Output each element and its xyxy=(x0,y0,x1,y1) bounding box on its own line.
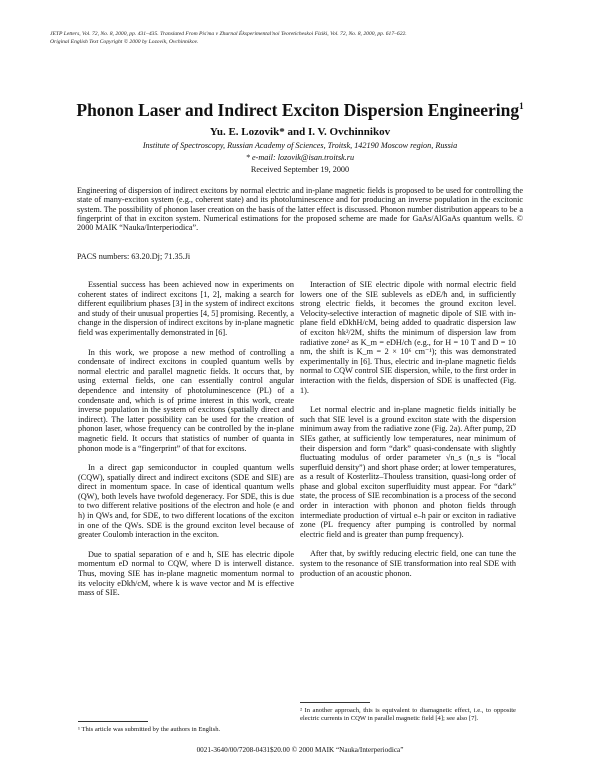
left-paragraph-1: Essential success has been achieved now in experiments on coherent states of indirect excitons [1, 2], making a search for different equilibrium phases [3] in the system of indirect excitons and study of their unusual properties [4, 5] promising. Recently, a change in the dispersion of indirect excitons by in-plane magnetic field was experimentally demonstrated in [6]. xyxy=(78,280,294,337)
left-column xyxy=(78,280,294,608)
page-footer: 0021-3640/00/7208-0431$20.00 © 2000 MAIK “Nauka/Interperiodica” xyxy=(196,746,404,754)
author-email: * e-mail: lozovik@isan.troitsk.ru xyxy=(245,153,355,162)
journal-header-line-1: JETP Letters, Vol. 72, No. 8, 2000, pp. 431–435. Translated From Pis'ma v Zhurnal Éksperimental'noi Teoreticheskoi Fiziki, Vol. 72, No. 8, 2000, pp. 617–622. xyxy=(50,31,407,37)
footnote-right: ² In another approach, this is equivalent to diamagnetic effect, i.e., to opposite electric currents in CQW in parallel magnetic field [4]; see also [7]. xyxy=(300,707,516,722)
footnote-left: ¹ This article was submitted by the authors in English. xyxy=(78,726,221,733)
right-column xyxy=(300,280,516,588)
footnote-rule-right xyxy=(300,702,370,703)
footnote-rule-left xyxy=(78,721,148,722)
journal-header-line-2: Original English Text Copyright © 2000 by Lozovik, Ovchinnikov. xyxy=(50,38,199,45)
received-date: Received September 19, 2000 xyxy=(250,165,350,174)
paper-title-text: Phonon Laser and Indirect Exciton Dispersion Engineering xyxy=(76,100,520,120)
authors: Yu. E. Lozovik* and I. V. Ovchinnikov xyxy=(209,126,391,138)
left-paragraph-2: In this work, we propose a new method of controlling a condensate of indirect excitons in coupled quantum wells by normal electric and parallel magnetic fields. It occurs that, by using external fields, one can essentially control angular dependence and intensity of photoluminescence (PL) of a condensate and, which is of prime interest in this work, create inverse population in the system of excitons (spatially direct and indirect). The latter possibility can be used for the creation of phonon laser, whose frequency can be controlled by the in-plane magnetic field. It occurs that statistics of number of quanta in phonon mode is a “fingerprint” of that for excitons. xyxy=(78,347,294,453)
title-footnote-mark: 1 xyxy=(519,101,524,111)
right-paragraph-1: Interaction of SIE electric dipole with normal electric field lowers one of the SIE sublevels as eDE/ħ and, in sufficiently strong electric fields, it becomes the ground exciton level. Velocity-selective interaction of magnetic dipole of SIE with in-plane field eDkħH/cM, being added to quadratic dispersion law of exciton ħk²/2M, shifts the minimum of dispersion law from radiative zone² as K_m = eDH/cħ (e.g., for H = 10 T and D = 10 nm, the shift is K_m = 2 × 10⁶ cm⁻¹); this was demonstrated experimentally in [6]. Thus, electric and in-plane magnetic fields normal to CQW control SIE dispersion, while, to the first order in interaction with the fields, dispersion of SDE is unaffected (Fig. 1). xyxy=(300,280,516,395)
right-paragraph-3: After that, by swiftly reducing electric field, one can tune the system to the resonance of SIE transformation into real SDE with production of an acoustic phonon. xyxy=(300,549,516,578)
journal-header xyxy=(50,31,550,46)
affiliation: Institute of Spectroscopy, Russian Academy of Sciences, Troitsk, 142190 Moscow region, Russia xyxy=(142,141,458,150)
left-paragraph-3: In a direct gap semiconductor in coupled quantum wells (CQW), spatially direct and indirect excitons (SDE and SIE) are direct in momentum space. In case of identical quantum wells (QW), both levels have twofold degeneracy. For SDE, this is due to two different relative positions of the electron and hole (e and h) in QWs and, for SDE, to two different locations of the exciton in one of the QWs. SDE is the ground exciton level because of greater Coulomb interaction in the exciton. xyxy=(78,463,294,540)
left-paragraph-4: Due to spatial separation of e and h, SIE has electric dipole momentum eD normal to CQW, where D is interwell distance. Thus, moving SIE has in-plane magnetic momentum normal to its velocity eDkħ/cM, where k is wave vector and M is effective mass of SIE. xyxy=(78,549,294,598)
abstract: Engineering of dispersion of indirect excitons by normal electric and in-plane magnetic fields is proposed to be used for controlling the state of many-exciton system (e.g., coherent state) and its photoluminescence and for producing an inverse population in the excitonic system. The possibility of phonon laser creation on the basis of the latter effect is discussed. Phonon number distribution appears to be a fingerprint of that in exciton system. Numerical estimations for the proposed scheme are made for GaAs/AlGaAs quantum wells. © 2000 MAIK “Nauka/Interperiodica”. xyxy=(77,186,523,233)
paper-title xyxy=(0,100,600,121)
pacs-numbers: PACS numbers: 63.20.Dj; 71.35.Ji xyxy=(77,252,191,261)
right-paragraph-2: Let normal electric and in-plane magnetic fields initially be such that SIE level is a ground exciton state with the dispersion minimum away from the radiative zone (Fig. 2a). After pump, 2D SIEs gather, at sufficiently low temperatures, near minimum of their dispersion and form “dark” quasi-condensate with slightly fluctuating modulus of order parameter √n_s (n_s is “local superfluid density”) and short phase order; at lower temperatures, as a result of Kosterlitz–Thouless transition, quasi-long order of phase and global exciton superfluidity must appear. For “dark” state, the process of SIE recombination is a process of the second order in interaction with phonon and photon fields through intermediate production of virtual e–h pair or exciton in radiative zone (PL frequency after pumping is controlled by normal electric field and is greater than pump frequency). xyxy=(300,405,516,539)
